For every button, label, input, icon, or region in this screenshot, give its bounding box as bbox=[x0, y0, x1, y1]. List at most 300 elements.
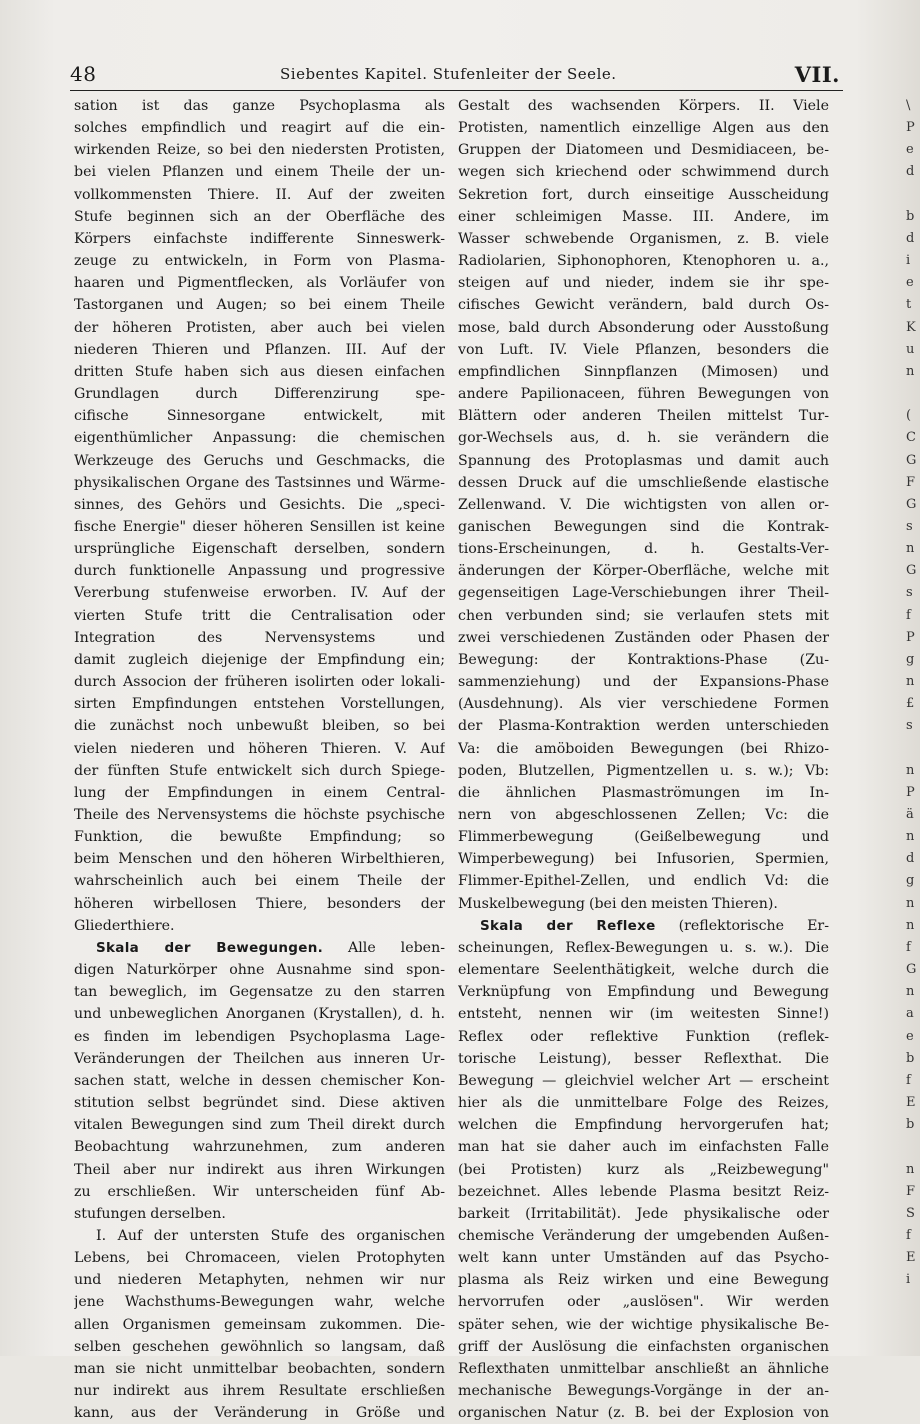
line-text: sirten Empfindungen entstehen Vorstellungen, bbox=[74, 696, 445, 713]
line-text: andere Papilionaceen, führen Bewegungen von bbox=[458, 386, 829, 403]
text-line bbox=[74, 1203, 445, 1225]
line-text: wahrscheinlich auch bei einem Theile der bbox=[74, 873, 445, 890]
text-line bbox=[458, 649, 829, 671]
text-line bbox=[74, 516, 445, 538]
line-text: allen Organismen gemeinsam zukommen. Die- bbox=[74, 1316, 445, 1333]
line-text: hier als die unmittelbare Folge des Reizes, bbox=[458, 1095, 829, 1112]
line-text: man hat sie daher auch im einfachsten Falle bbox=[458, 1139, 829, 1156]
text-line bbox=[74, 782, 445, 804]
line-text: entsteht, nennen wir (im weitesten Sinne!) bbox=[458, 1006, 829, 1023]
text-line bbox=[458, 893, 829, 915]
text-line bbox=[74, 494, 445, 516]
bleed-glyph: f bbox=[906, 939, 911, 955]
text-line bbox=[458, 472, 829, 494]
bleed-glyph: d bbox=[906, 164, 915, 180]
left-column bbox=[74, 95, 445, 1424]
text-line bbox=[458, 1269, 829, 1291]
bleed-glyph: f bbox=[906, 1227, 911, 1243]
text-line bbox=[74, 427, 445, 449]
line-text: Integration des Nervensystems und bbox=[74, 629, 445, 646]
line-text: sinnes, des Gehörs und Gesichts. Die „speci- bbox=[74, 496, 445, 513]
bleed-glyph: n bbox=[906, 363, 915, 379]
text-line bbox=[74, 450, 445, 472]
line-text: vitalen Bewegungen sind zum Theil direkt durch bbox=[74, 1117, 445, 1134]
bleed-glyph: n bbox=[906, 674, 915, 690]
text-line bbox=[74, 893, 445, 915]
bleed-glyph: P bbox=[906, 629, 915, 645]
line-text: Protisten, namentlich einzellige Algen aus den bbox=[458, 120, 829, 137]
running-title: Siebentes Kapitel. Stufenleiter der Seele. bbox=[280, 65, 617, 83]
text-line bbox=[74, 738, 445, 760]
text-line bbox=[74, 804, 445, 826]
text-line bbox=[74, 117, 445, 139]
line-text: Theile des Nervensystems die höchste psychische bbox=[74, 807, 445, 823]
line-text: einer schleimigen Masse. III. Andere, im bbox=[458, 208, 829, 225]
text-line bbox=[74, 1159, 445, 1181]
line-text: vollkommensten Thiere. II. Auf der zweiten bbox=[74, 186, 445, 203]
line-text: Bewegung — gleichviel welcher Art — erscheint bbox=[458, 1072, 829, 1089]
text-line bbox=[458, 1092, 829, 1114]
line-text: stufungen derselben. bbox=[74, 1205, 226, 1222]
line-text: und niederen Metaphyten, nehmen wir nur bbox=[74, 1272, 445, 1289]
text-line bbox=[74, 1402, 445, 1424]
line-text: Spannung des Protoplasmas und damit auch bbox=[458, 452, 829, 469]
text-line bbox=[74, 1048, 445, 1070]
line-text: tan beweglich, im Gegensatze zu den starren bbox=[74, 984, 445, 1001]
text-line bbox=[458, 361, 829, 383]
line-text: Reflex oder reflektive Funktion (reflek- bbox=[458, 1028, 829, 1045]
text-line bbox=[74, 760, 445, 782]
line-text: cifische Sinnesorgane entwickelt, mit bbox=[74, 408, 445, 425]
line-text: barkeit (Irritabilität). Jede physikalische oder bbox=[458, 1205, 829, 1222]
bleed-glyph: a bbox=[906, 1006, 914, 1022]
line-text: Reflexthaten unmittelbar anschließt an ähnliche bbox=[458, 1360, 829, 1377]
text-line bbox=[458, 95, 829, 117]
bleed-glyph: S bbox=[906, 1205, 915, 1221]
line-text: zu erschließen. Wir unterscheiden fünf Ab- bbox=[74, 1183, 445, 1200]
bleed-glyph: u bbox=[906, 341, 915, 357]
text-line bbox=[458, 560, 829, 582]
line-text: Radiolarien, Siphonophoren, Ktenophoren u. a., bbox=[458, 253, 829, 270]
header-rule bbox=[70, 90, 843, 91]
bleed-glyph: b bbox=[906, 1117, 915, 1133]
line-text: gor-Wechsels aus, d. h. sie verändern die bbox=[458, 430, 829, 447]
text-line bbox=[458, 1380, 829, 1402]
line-text: physikalischen Organe des Tastsinnes und Wärme- bbox=[74, 474, 445, 491]
text-line bbox=[74, 671, 445, 693]
line-text: Werkzeuge des Geruchs und Geschmacks, die bbox=[74, 452, 445, 469]
text-line bbox=[458, 206, 829, 228]
line-text: beim Menschen und den höheren Wirbelthieren, bbox=[74, 851, 445, 868]
bleed-glyph: n bbox=[906, 762, 915, 778]
line-text: fische Energie" dieser höheren Sensillen ist keine bbox=[74, 518, 445, 535]
text-line bbox=[458, 427, 829, 449]
text-line bbox=[74, 250, 445, 272]
line-text: welchen die Empfindung hervorgerufen hat; bbox=[458, 1117, 829, 1134]
bleed-glyph: G bbox=[906, 563, 917, 579]
text-line bbox=[74, 139, 445, 161]
bleed-glyph: i bbox=[906, 1272, 911, 1288]
text-line bbox=[74, 1247, 445, 1269]
line-text: (bei Protisten) kurz als „Reizbewegung" bbox=[458, 1161, 829, 1178]
text-line bbox=[458, 1026, 829, 1048]
text-line bbox=[74, 560, 445, 582]
text-line bbox=[458, 1225, 829, 1247]
text-line bbox=[74, 959, 445, 981]
line-text: es finden im lebendigen Psychoplasma Lage- bbox=[74, 1028, 445, 1045]
bleed-glyph: G bbox=[906, 496, 917, 512]
line-text: der höheren Protisten, aber auch bei vielen bbox=[74, 319, 445, 336]
text-line bbox=[458, 693, 829, 715]
line-text: I. Auf der untersten Stufe des organischen bbox=[96, 1227, 445, 1244]
text-line bbox=[458, 627, 829, 649]
line-text: eigenthümlicher Anpassung: die chemischen bbox=[74, 430, 445, 447]
text-line bbox=[74, 1291, 445, 1313]
text-line bbox=[74, 383, 445, 405]
text-line bbox=[458, 405, 829, 427]
text-line bbox=[74, 1314, 445, 1336]
bleed-glyph: P bbox=[906, 120, 915, 136]
line-text: solches empfindlich und reagirt auf die ein- bbox=[74, 120, 445, 137]
line-text: und unbeweglichen Anorganen (Krystallen), d. h. bbox=[74, 1006, 445, 1023]
bleed-glyph: f bbox=[906, 607, 911, 623]
text-line bbox=[458, 959, 829, 981]
text-line bbox=[74, 1070, 445, 1092]
text-line bbox=[74, 339, 445, 361]
text-line bbox=[458, 1114, 829, 1136]
text-line bbox=[458, 1181, 829, 1203]
bleed-glyph: n bbox=[906, 1161, 915, 1177]
facing-page-bleed-through bbox=[906, 95, 920, 1315]
bleed-glyph: s bbox=[906, 585, 913, 601]
bleed-glyph bbox=[906, 738, 920, 760]
line-text: selben geschehen gewöhnlich so langsam, daß bbox=[74, 1338, 445, 1355]
bleed-glyph: n bbox=[906, 829, 915, 845]
line-text: Grundlagen durch Differenzirung spe- bbox=[74, 386, 445, 403]
line-text: bezeichnet. Alles lebende Plasma besitzt Reiz- bbox=[458, 1183, 829, 1200]
line-text: vielen niederen und höheren Thieren. V. Auf bbox=[74, 740, 445, 757]
line-text: von Luft. IV. Viele Pflanzen, besonders die bbox=[458, 341, 829, 358]
line-text: sammenziehung) und der Expansions-Phase bbox=[458, 674, 829, 691]
bleed-glyph: e bbox=[906, 142, 914, 158]
bleed-glyph: G bbox=[906, 452, 917, 468]
text-line bbox=[458, 782, 829, 804]
text-line bbox=[458, 1402, 829, 1424]
line-text: zeuge zu entwickeln, in Form von Plasma- bbox=[74, 253, 445, 270]
line-text: Bewegung: der Kontraktions-Phase (Zu- bbox=[458, 651, 829, 668]
bleed-glyph: £ bbox=[906, 696, 915, 712]
text-line bbox=[458, 760, 829, 782]
text-line bbox=[458, 161, 829, 183]
bleed-glyph: i bbox=[906, 253, 911, 269]
line-text: chen verbunden sind; sie verlaufen stets mit bbox=[458, 607, 829, 624]
bleed-glyph bbox=[906, 383, 920, 405]
line-text: scheinungen, Reflex-Bewegungen u. s. w.). Die bbox=[458, 939, 829, 956]
line-text: die ähnlichen Plasmaströmungen im In- bbox=[458, 784, 829, 801]
bleed-glyph: e bbox=[906, 275, 914, 291]
line-text: Stufe beginnen sich an der Oberfläche des bbox=[74, 208, 445, 225]
text-line bbox=[74, 1114, 445, 1136]
bleed-glyph: s bbox=[906, 518, 913, 534]
line-text: die zunächst noch unbewußt bleiben, so bei bbox=[74, 718, 445, 735]
text-line bbox=[74, 605, 445, 627]
line-text: gegenseitigen Lage-Verschiebungen ihrer Theil- bbox=[458, 585, 829, 602]
line-text: Wimperbewegung) bei Infusorien, Spermien, bbox=[458, 851, 829, 868]
text-line bbox=[458, 294, 829, 316]
text-line bbox=[74, 1136, 445, 1158]
line-text: organischen Natur (z. B. bei der Explosion von bbox=[458, 1405, 829, 1422]
bleed-glyph: n bbox=[906, 541, 915, 557]
running-header bbox=[70, 62, 840, 88]
line-text: Veränderungen der Theilchen aus inneren Ur- bbox=[74, 1050, 445, 1067]
line-text: später sehen, wie der wichtige physikalische Be- bbox=[458, 1316, 829, 1333]
text-line bbox=[74, 161, 445, 183]
text-line bbox=[74, 870, 445, 892]
line-text: jene Wachsthums-Bewegungen wahr, welche bbox=[74, 1294, 445, 1311]
bleed-glyph: d bbox=[906, 230, 915, 246]
bleed-glyph: g bbox=[906, 873, 915, 889]
text-line bbox=[458, 339, 829, 361]
line-text: plasma als Reiz wirken und eine Bewegung bbox=[458, 1272, 829, 1289]
text-line bbox=[458, 582, 829, 604]
text-line bbox=[458, 516, 829, 538]
bleed-glyph: F bbox=[906, 1183, 916, 1199]
text-line bbox=[74, 1225, 445, 1247]
line-text: nern von abgeschlossenen Zellen; Vc: die bbox=[458, 807, 829, 823]
bleed-glyph: K bbox=[906, 319, 916, 335]
text-line bbox=[458, 804, 829, 826]
text-line bbox=[74, 228, 445, 250]
bleed-glyph: ä bbox=[906, 807, 914, 822]
text-line bbox=[458, 738, 829, 760]
line-text: wirkenden Reize, so bei den niedersten Protisten, bbox=[74, 142, 445, 159]
line-text: tions-Erscheinungen, d. h. Gestalts-Ver- bbox=[458, 541, 829, 558]
text-line bbox=[458, 1336, 829, 1358]
line-text: Beobachtung wahrzunehmen, zum anderen bbox=[74, 1139, 445, 1156]
line-text: poden, Blutzellen, Pigmentzellen u. s. w.); Vb: bbox=[458, 762, 829, 779]
line-text: Vererbung stufenweise erworben. IV. Auf der bbox=[74, 585, 445, 602]
text-line bbox=[458, 1203, 829, 1225]
section-heading: Skala der Bewegungen. bbox=[96, 939, 324, 956]
bleed-glyph: n bbox=[906, 984, 915, 1000]
text-line bbox=[458, 1314, 829, 1336]
line-text: Muskelbewegung (bei den meisten Thieren). bbox=[458, 895, 778, 912]
bleed-glyph: n bbox=[906, 917, 915, 933]
line-text: hervorrufen oder „auslösen". Wir werden bbox=[458, 1294, 829, 1311]
line-text: ganischen Bewegungen sind die Kontrak- bbox=[458, 518, 829, 535]
bleed-glyph: n bbox=[906, 895, 915, 911]
text-line bbox=[74, 1003, 445, 1025]
text-line bbox=[74, 1336, 445, 1358]
line-text: Verknüpfung von Empfindung und Bewegung bbox=[458, 984, 829, 1001]
line-text: ursprüngliche Eigenschaft derselben, sondern bbox=[74, 541, 445, 558]
text-line bbox=[458, 184, 829, 206]
text-line bbox=[74, 1358, 445, 1380]
line-text: wegen sich kriechend oder schwimmend durch bbox=[458, 164, 829, 181]
bleed-glyph: e bbox=[906, 1028, 914, 1044]
bleed-glyph bbox=[906, 1136, 920, 1158]
line-text: lung der Empfindungen in einem Central- bbox=[74, 784, 445, 801]
line-text: sachen statt, welche in dessen chemischer Kon- bbox=[74, 1072, 445, 1089]
line-text: griff der Auslösung die einfachsten organischen bbox=[458, 1338, 829, 1355]
bleed-glyph: F bbox=[906, 474, 916, 490]
line-text: Gruppen der Diatomeen und Desmidiaceen, be- bbox=[458, 142, 829, 159]
line-text: Lebens, bei Chromaceen, vielen Protophyten bbox=[74, 1250, 445, 1267]
line-text: mechanische Bewegungs-Vorgänge in der an- bbox=[458, 1383, 829, 1400]
text-line bbox=[458, 1136, 829, 1158]
text-line bbox=[458, 1358, 829, 1380]
text-line bbox=[458, 1247, 829, 1269]
line-text: vierten Stufe tritt die Centralisation oder bbox=[74, 607, 445, 624]
line-text: torische Leistung), besser Reflexthat. Die bbox=[458, 1050, 829, 1067]
line-text: Flimmer-Epithel-Zellen, und endlich Vd: die bbox=[458, 873, 829, 890]
text-line bbox=[458, 870, 829, 892]
line-text: Blättern oder anderen Theilen mittelst Tur- bbox=[458, 408, 829, 425]
text-line bbox=[458, 383, 829, 405]
text-line bbox=[458, 915, 829, 937]
text-line bbox=[74, 582, 445, 604]
bleed-glyph: G bbox=[906, 962, 917, 978]
bleed-glyph: d bbox=[906, 851, 915, 867]
text-line bbox=[458, 250, 829, 272]
text-line bbox=[74, 317, 445, 339]
line-text: Flimmerbewegung (Geißelbewegung und bbox=[458, 829, 829, 846]
text-line bbox=[74, 95, 445, 117]
line-text: damit zugleich diejenige der Empfindung ein; bbox=[74, 651, 445, 668]
line-text: Theil aber nur indirekt aus ihren Wirkungen bbox=[74, 1161, 445, 1178]
text-line bbox=[74, 826, 445, 848]
line-text: Zellenwand. V. Die wichtigsten von allen or- bbox=[458, 496, 829, 513]
line-text: durch Associon der früheren isolirten oder lokali- bbox=[74, 674, 445, 691]
bleed-glyph: b bbox=[906, 1050, 915, 1066]
text-line bbox=[458, 450, 829, 472]
bleed-glyph: g bbox=[906, 651, 915, 667]
line-text: cifisches Gewicht verändern, bald durch Os- bbox=[458, 297, 829, 314]
bleed-glyph: P bbox=[906, 784, 915, 800]
text-line bbox=[74, 715, 445, 737]
bleed-glyph: f bbox=[906, 1072, 911, 1088]
line-text: Va: die amöboiden Bewegungen (bei Rhizo- bbox=[458, 740, 829, 757]
bleed-glyph bbox=[906, 184, 920, 206]
line-text: bei vielen Pflanzen und einem Theile der un- bbox=[74, 164, 445, 181]
text-line bbox=[74, 272, 445, 294]
text-line bbox=[74, 472, 445, 494]
text-line bbox=[74, 693, 445, 715]
line-text: Tastorganen und Augen; so bei einem Theile bbox=[74, 297, 445, 314]
text-line bbox=[458, 826, 829, 848]
line-text: Sekretion fort, durch einseitige Ausscheidung bbox=[458, 186, 829, 203]
line-text: zwei verschiedenen Zuständen oder Phasen der bbox=[458, 629, 829, 646]
bleed-glyph: C bbox=[906, 430, 916, 446]
text-line bbox=[458, 1291, 829, 1313]
text-line bbox=[74, 649, 445, 671]
text-line bbox=[458, 317, 829, 339]
text-line bbox=[74, 538, 445, 560]
text-line bbox=[74, 405, 445, 427]
line-text: Gestalt des wachsenden Körpers. II. Viele bbox=[458, 98, 829, 114]
text-line bbox=[458, 937, 829, 959]
text-line bbox=[458, 117, 829, 139]
bleed-glyph: b bbox=[906, 208, 915, 224]
bleed-glyph: t bbox=[906, 297, 912, 313]
line-text: änderungen der Körper-Oberfläche, welche mit bbox=[458, 563, 829, 580]
line-text: (Ausdehnung). Als vier verschiedene Formen bbox=[458, 696, 829, 713]
text-line bbox=[74, 627, 445, 649]
line-text: (reflektorische Er- bbox=[678, 917, 829, 934]
text-line bbox=[458, 1159, 829, 1181]
section-heading: Skala der Reflexe bbox=[480, 917, 656, 934]
line-text: der Plasma-Kontraktion werden unterschieden bbox=[458, 718, 829, 735]
line-text: steigen auf und nieder, indem sie ihr spe- bbox=[458, 275, 829, 292]
text-line bbox=[74, 915, 445, 937]
bleed-glyph: ( bbox=[906, 408, 912, 424]
line-text: Funktion, die bewußte Empfindung; so bbox=[74, 829, 445, 846]
text-line bbox=[458, 671, 829, 693]
line-text: Gliederthiere. bbox=[74, 917, 175, 934]
line-text: sation ist das ganze Psychoplasma als bbox=[74, 98, 445, 114]
text-line bbox=[74, 1269, 445, 1291]
right-column bbox=[458, 95, 829, 1424]
text-line bbox=[74, 361, 445, 383]
line-text: dritten Stufe haben sich aus diesen einfachen bbox=[74, 363, 445, 380]
line-text: Wasser schwebende Organismen, z. B. viele bbox=[458, 230, 829, 247]
line-text: mose, bald durch Absonderung oder Ausstoßung bbox=[458, 319, 829, 336]
text-line bbox=[74, 1092, 445, 1114]
line-text: höheren wirbellosen Thiere, besonders der bbox=[74, 895, 445, 912]
text-line bbox=[74, 848, 445, 870]
text-line bbox=[458, 538, 829, 560]
text-line bbox=[458, 1003, 829, 1025]
line-text: nur indirekt aus ihrem Resultate erschließen bbox=[74, 1383, 445, 1400]
line-text: stitution selbst begründet sind. Diese aktiven bbox=[74, 1095, 445, 1112]
text-line bbox=[458, 605, 829, 627]
line-text: man sie nicht unmittelbar beobachten, sondern bbox=[74, 1360, 445, 1377]
line-text: durch funktionelle Anpassung und progressive bbox=[74, 563, 445, 580]
text-line bbox=[74, 981, 445, 1003]
line-text: Alle leben- bbox=[348, 939, 445, 956]
text-line bbox=[74, 1026, 445, 1048]
line-text: haaren und Pigmentflecken, als Vorläufer von bbox=[74, 275, 445, 292]
bleed-glyph: E bbox=[906, 1095, 916, 1111]
bleed-glyph: E bbox=[906, 1250, 916, 1266]
line-text: dessen Druck auf die umschließende elastische bbox=[458, 474, 829, 491]
line-text: chemische Veränderung der umgebenden Außen- bbox=[458, 1227, 829, 1244]
text-line bbox=[74, 1380, 445, 1402]
line-text: empfindlichen Sinnpflanzen (Mimosen) und bbox=[458, 363, 829, 380]
page-number: 48 bbox=[70, 62, 97, 86]
text-line bbox=[74, 206, 445, 228]
line-text: digen Naturkörper ohne Ausnahme sind spon- bbox=[74, 962, 445, 979]
text-line bbox=[458, 1048, 829, 1070]
line-text: niederen Thieren und Pflanzen. III. Auf der bbox=[74, 341, 445, 358]
text-line bbox=[458, 1070, 829, 1092]
text-line bbox=[458, 981, 829, 1003]
line-text: der fünften Stufe entwickelt sich durch Spiege- bbox=[74, 762, 445, 779]
text-line bbox=[458, 848, 829, 870]
line-text: elementare Seelenthätigkeit, welche durch die bbox=[458, 962, 829, 979]
text-line bbox=[458, 228, 829, 250]
text-line bbox=[74, 184, 445, 206]
text-line bbox=[458, 272, 829, 294]
line-text: Körpers einfachste indifferente Sinneswerk- bbox=[74, 230, 445, 247]
bleed-glyph: \ bbox=[906, 98, 911, 113]
chapter-number: VII. bbox=[794, 62, 840, 87]
line-text: welt kann unter Umständen auf das Psycho- bbox=[458, 1250, 829, 1267]
bleed-glyph: s bbox=[906, 718, 913, 734]
line-text: kann, aus der Veränderung in Größe und bbox=[74, 1405, 445, 1422]
text-line bbox=[458, 715, 829, 737]
text-line bbox=[74, 937, 445, 959]
